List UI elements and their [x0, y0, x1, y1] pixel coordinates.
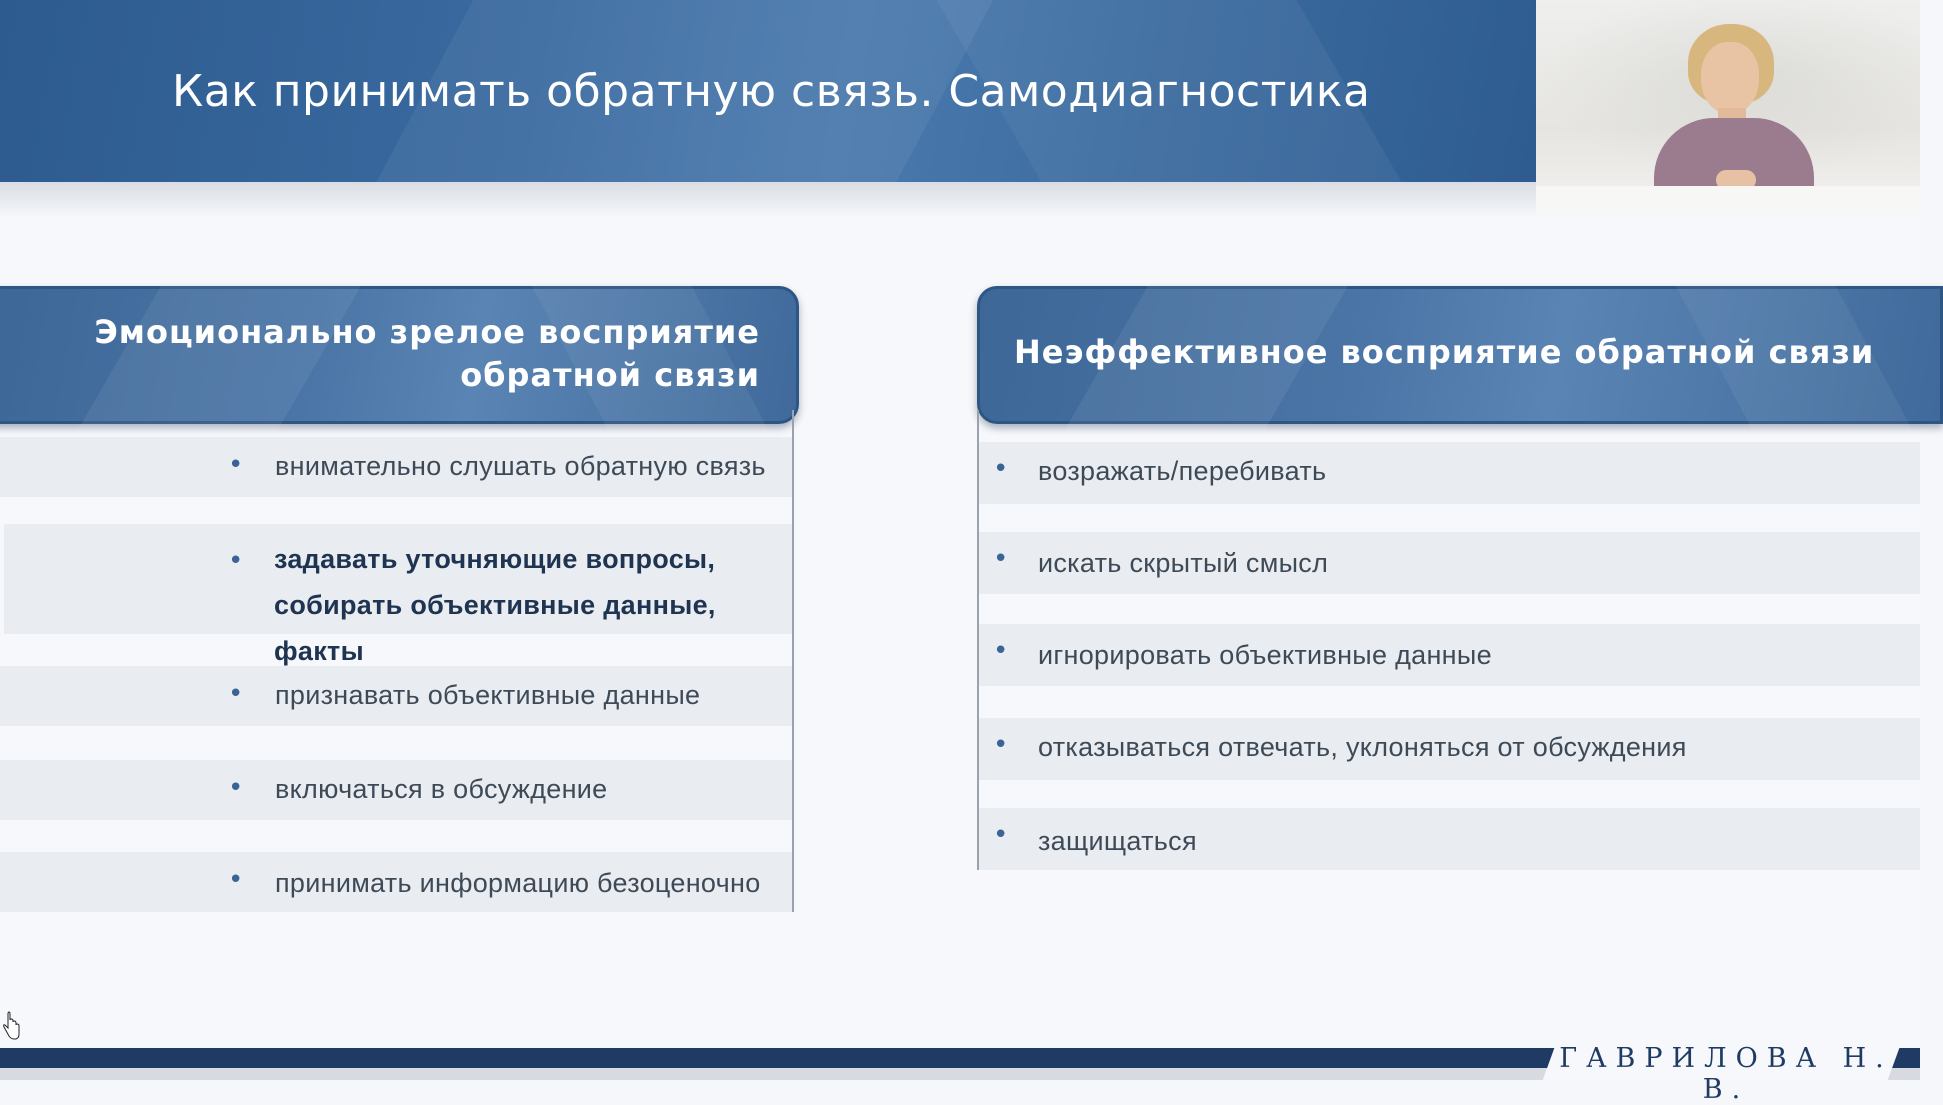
list-item-text: возражать/перебивать: [1038, 456, 1327, 486]
bullet-icon: •: [993, 454, 1009, 484]
bullet-icon: •: [993, 820, 1009, 850]
list-item: [979, 808, 1920, 870]
list-item-text: игнорировать объективные данные: [1038, 640, 1492, 670]
list-item-text: задавать уточняющие вопросы, собирать объективные данные, факты: [274, 544, 716, 666]
list-item: [979, 718, 1920, 780]
right-panel-header: [977, 286, 1943, 424]
bullet-icon: •: [228, 865, 244, 895]
list-item: [979, 532, 1920, 594]
list-item-text: внимательно слушать обратную связь: [275, 451, 766, 481]
list-item-text: искать скрытый смысл: [1038, 548, 1329, 578]
hand-cursor-icon: [2, 1012, 20, 1040]
left-panel-title: Эмоционально зрелое восприятие обратной связи: [94, 313, 760, 394]
slide-title: Как принимать обратную связь. Самодиагностика: [172, 66, 1371, 117]
list-item-text: включаться в обсуждение: [275, 774, 608, 804]
bullet-icon: •: [993, 544, 1009, 574]
presenter-face: [1701, 42, 1759, 114]
list-item-text: принимать информацию безоценочно: [275, 868, 761, 898]
bullet-icon: •: [228, 546, 244, 576]
bullet-icon: •: [993, 730, 1009, 760]
bullet-icon: •: [228, 773, 244, 803]
list-item-text: отказываться отвечать, уклоняться от обсуждения: [1038, 732, 1687, 762]
list-item-text: признавать объективные данные: [275, 680, 701, 710]
left-panel-divider: [792, 410, 794, 912]
list-item-text: защищаться: [1038, 826, 1197, 856]
bullet-icon: •: [228, 450, 244, 480]
footer-author: ГАВРИЛОВА Н. В.: [1559, 1043, 1893, 1105]
list-item: [0, 852, 792, 912]
left-panel-header: [0, 286, 799, 424]
webcam-table: [1536, 186, 1920, 215]
list-item: [979, 442, 1920, 504]
bullet-icon: •: [228, 679, 244, 709]
presenter-webcam: [1536, 0, 1920, 215]
right-panel-title: Неэффективное восприятие обратной связи: [1014, 333, 1875, 371]
list-item: [4, 524, 792, 666]
list-item: [979, 624, 1920, 686]
list-item: [0, 760, 792, 820]
bullet-icon: •: [993, 636, 1009, 666]
list-item: [0, 437, 792, 497]
list-item: [0, 666, 792, 726]
